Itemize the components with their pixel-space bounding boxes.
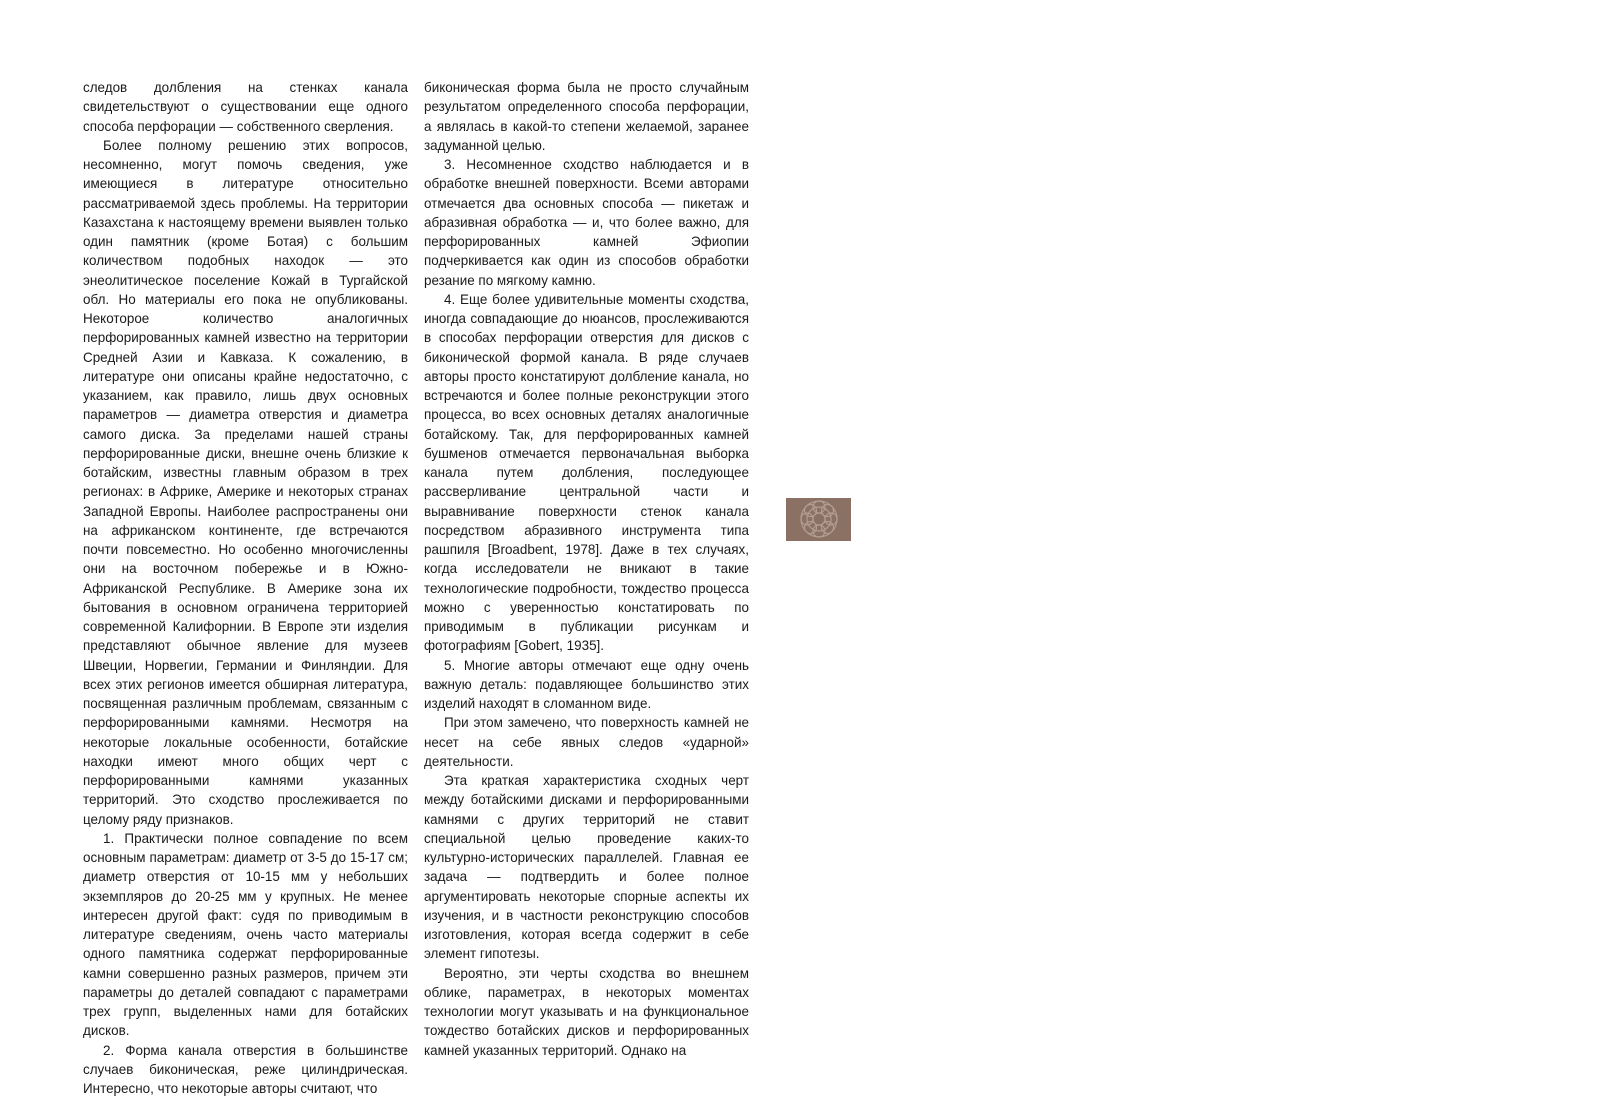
paragraph: 5. Многие авторы отмечают еще одну очень важную деталь: подавляющее большинство этих изделий находят в сломанном виде.: [424, 656, 749, 714]
left-column: [83, 78, 408, 1098]
paragraph: 4. Еще более удивительные моменты сходства, иногда совпадающие до нюансов, прослеживаются в способах перфорации отверстия для дисков с биконической формой канала. В ряде случаев авторы просто констатируют долбление канала, но встречаются и более полные реконструкции этого процесса, во всех основных деталях аналогичные ботайскому. Так, для перфорированных камней бушменов отмечается первоначальная выборка канала путем долбления, последующее рассверливание центральной части и выравнивание поверхности стенок канала посредством абразивного инструмента типа рашпиля [Broadbent, 1978]. Даже в тех случаях, когда исследователи не вникают в такие технологические подробности, тождество процесса можно с уверенностью констатировать по приводимым в публикации рисункам и фотографиям [Gobert, 1935].: [424, 290, 749, 656]
page-tab: [786, 498, 851, 541]
paragraph: 2. Форма канала отверстия в большинстве случаев биконическая, реже цилиндрическая. Интересно, что некоторые авторы считают, что: [83, 1041, 408, 1098]
paragraph: Эта краткая характеристика сходных черт между ботайскими дисками и перфорированными камнями с других территорий не ставит специальной целью проведение каких-то культурно-исторических параллелей. Главная ее задача — подтвердить и более полное аргументировать некоторые спорные аспекты их изучения, и в частности реконструкцию способов изготовления, которая всегда содержит в себе элемент гипотезы.: [424, 771, 749, 964]
paragraph: 3. Несомненное сходство наблюдается и в обработке внешней поверхности. Всеми авторами отмечается два основных способа — пикетаж и абразивная обработка — и, что более важно, для перфорированных камней Эфиопии подчеркивается как один из способов обработки резание по мягкому камню.: [424, 155, 749, 290]
paragraph: Вероятно, эти черты сходства во внешнем облике, параметрах, в некоторых моментах технологии могут указывать и на функциональное тождество ботайских дисков и перфорированных камней указанных территорий. Однако на: [424, 964, 749, 1060]
paragraph: Более полному решению этих вопросов, несомненно, могут помочь сведения, уже имеющиеся в литературе относительно рассматриваемой здесь проблемы. На территории Казахстана к настоящему времени выявлен только один памятник (кроме Ботая) с большим количеством подобных находок — это энеолитическое поселение Кожай в Тургайской обл. Но материалы его пока не опубликованы. Некоторое количество аналогичных перфорированных камней известно на территории Средней Азии и Кавказа. К сожалению, в литературе они описаны крайне недостаточно, с указанием, как правило, лишь двух основных параметров — диаметра отверстия и диаметра самого диска. За пределами нашей страны перфорированные диски, внешне очень близкие к ботайским, известны главным образом в трех регионах: в Африке, Америке и некоторых странах Западной Европы. Наиболее распространены они на африканском континенте, где встречаются почти повсеместно. Но особенно многочисленны они на восточном побережье и в Южно-Африканской Республике. В Америке зона их бытования в основном ограничена территорией современной Калифорнии. В Европе эти изделия представляют обычное явление для музеев Швеции, Норвегии, Германии и Финляндии. Для всех этих регионов имеется обширная литература, посвященная различным проблемам, связанным с перфорированными камнями. Несмотря на некоторые локальные особенности, ботайские находки имеют много общих черт с перфорированными камнями указанных территорий. Это сходство прослеживается по целому ряду признаков.: [83, 136, 408, 829]
paragraph: При этом замечено, что поверхность камней не несет на себе явных следов «ударной» деятельности.: [424, 713, 749, 771]
paragraph: следов долбления на стенках канала свидетельствуют о существовании еще одного способа перфорации — собственного сверления.: [83, 78, 408, 136]
right-column: [424, 78, 749, 1060]
page-number: 289: [1579, 1009, 1601, 1024]
ornament-icon: [786, 498, 851, 541]
paragraph: 1. Практически полное совпадение по всем основным параметрам: диаметр от 3-5 до 15-17 см; диаметр отверстия от 10-15 мм у небольших экземпляров до 20-25 мм у крупных. Не менее интересен другой факт: судя по приводимым в литературе сведениям, очень часто материалы одного памятника содержат перфорированные камни совершенно разных размеров, причем эти параметры до деталей совпадают с параметрами трех групп, выделенных нами для ботайских дисков.: [83, 829, 408, 1041]
paragraph: биконическая форма была не просто случайным результатом определенного способа перфорации, а являлась в какой-то степени желаемой, заранее задуманной целью.: [424, 78, 749, 155]
